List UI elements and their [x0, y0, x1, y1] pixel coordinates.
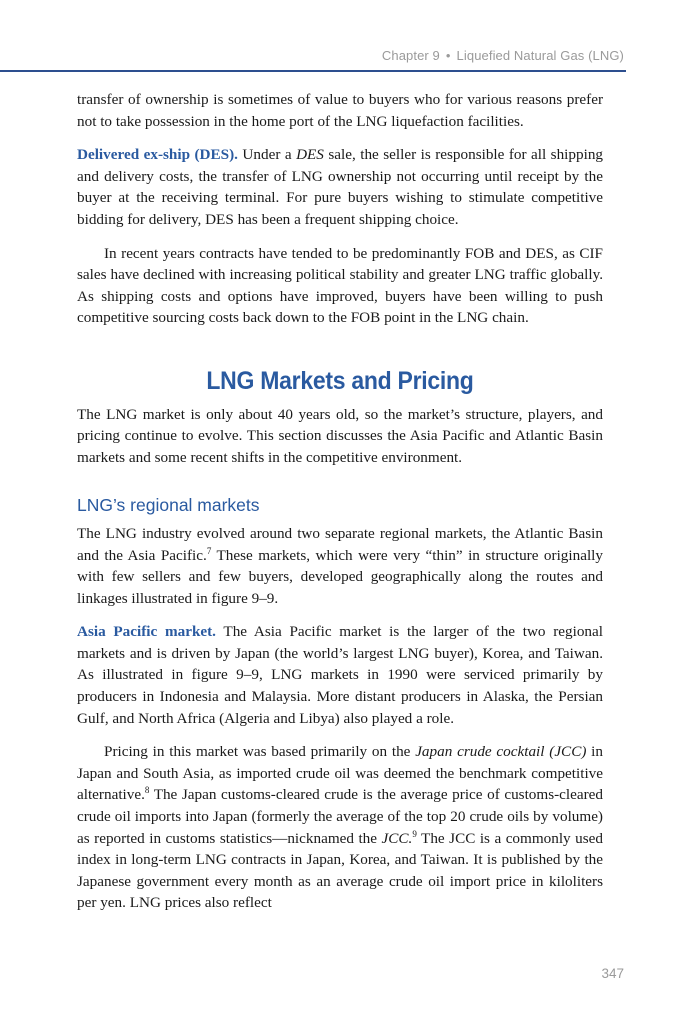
des-text-1: Under a — [237, 146, 297, 164]
pricing-text-1: Pricing in this market was based primarily on the — [104, 743, 416, 761]
header-chapter: Chapter 9 — [381, 48, 440, 63]
des-text-2: sale, the seller is responsible for all shipping and delivery costs, the transfer of LNG ownership not occurring until receipt by the buyer at the receiving terminal. For pure buyers wishing to stimulate competitive bidding for delivery, DES has been a frequent shipping choice. — [77, 146, 604, 228]
pricing-emphasis-jcc-2: JCC. — [381, 829, 413, 847]
page-number: 347 — [601, 966, 624, 981]
subsection-heading: LNG’s regional markets — [77, 495, 260, 516]
running-header — [382, 48, 624, 63]
header-rule — [0, 70, 626, 72]
header-title: Liquefied Natural Gas (LNG) — [456, 48, 624, 63]
page-body — [77, 89, 603, 914]
footnote-ref-8: 8 — [144, 785, 150, 796]
runin-heading-des: Delivered ex-ship (DES). — [77, 146, 238, 164]
asia-text: The Asia Pacific market is the larger of the two regional markets and is driven by Japan (the world’s largest LNG buyer), Korea, and Taiwan. As illustrated in figure 9–9, LNG markets in 1990 were serviced primarily by producers in Indonesia and Malaysia. More distant producers in Alaska, the Persian Gulf, and North Africa (Algeria and Libya) also played a role. — [77, 623, 603, 727]
des-emphasis: DES — [296, 146, 324, 164]
pricing-text-3: The Japan customs-cleared crude is the average price of customs-cleared crude oil imports into Japan (formerly the average of the top 20 crude oils by volume) as reported in customs statistics—nicknamed the — [77, 786, 603, 847]
regional-text-2: These markets, which were very “thin” in structure originally with few sellers and few buyers, developed geographically along the routes and linkages illustrated in figure 9–9. — [77, 546, 603, 607]
paragraph-market-intro: The LNG market is only about 40 years old, so the market’s structure, players, and pricing continue to evolve. This section discusses the Asia Pacific and Atlantic Basin markets and some recent shifts in the competitive environment. — [77, 405, 603, 466]
regional-text-1: The LNG industry evolved around two separate regional markets, the Atlantic Basin and the Asia Pacific. — [77, 524, 603, 564]
pricing-text-4: The JCC is a commonly used index in long-term LNG contracts in Japan, Korea, and Taiwan. It is published by the Japanese government every month as an average crude oil import price in kiloliters per yen. LNG prices also reflect — [77, 829, 603, 912]
pricing-emphasis-jcc: Japan crude cocktail (JCC) — [415, 743, 587, 761]
paragraph-recent-contracts: In recent years contracts have tended to be predominantly FOB and DES, as CIF sales have declined with increasing political stability and greater LNG traffic globally. As shipping costs and options have improved, buyers have been willing to push competitive sourcing costs back down to the FOB point in the LNG chain. — [77, 244, 603, 327]
paragraph-pricing — [77, 741, 603, 914]
paragraph-des — [77, 144, 603, 230]
pricing-text-2: in Japan and South Asia, as imported crude oil was deemed the benchmark competitive alternative. — [77, 743, 603, 804]
header-bullet: • — [445, 48, 451, 63]
section-heading: LNG Markets and Pricing — [206, 366, 474, 395]
runin-heading-asia-pacific: Asia Pacific market. — [77, 623, 216, 641]
paragraph-intro: transfer of ownership is sometimes of value to buyers who for various reasons prefer not to take possession in the home port of the LNG liquefaction facilities. — [77, 91, 603, 130]
footnote-ref-7: 7 — [206, 545, 212, 556]
paragraph-asia-pacific — [77, 621, 603, 729]
footnote-ref-9: 9 — [412, 828, 417, 839]
paragraph-regional-markets — [77, 523, 603, 609]
